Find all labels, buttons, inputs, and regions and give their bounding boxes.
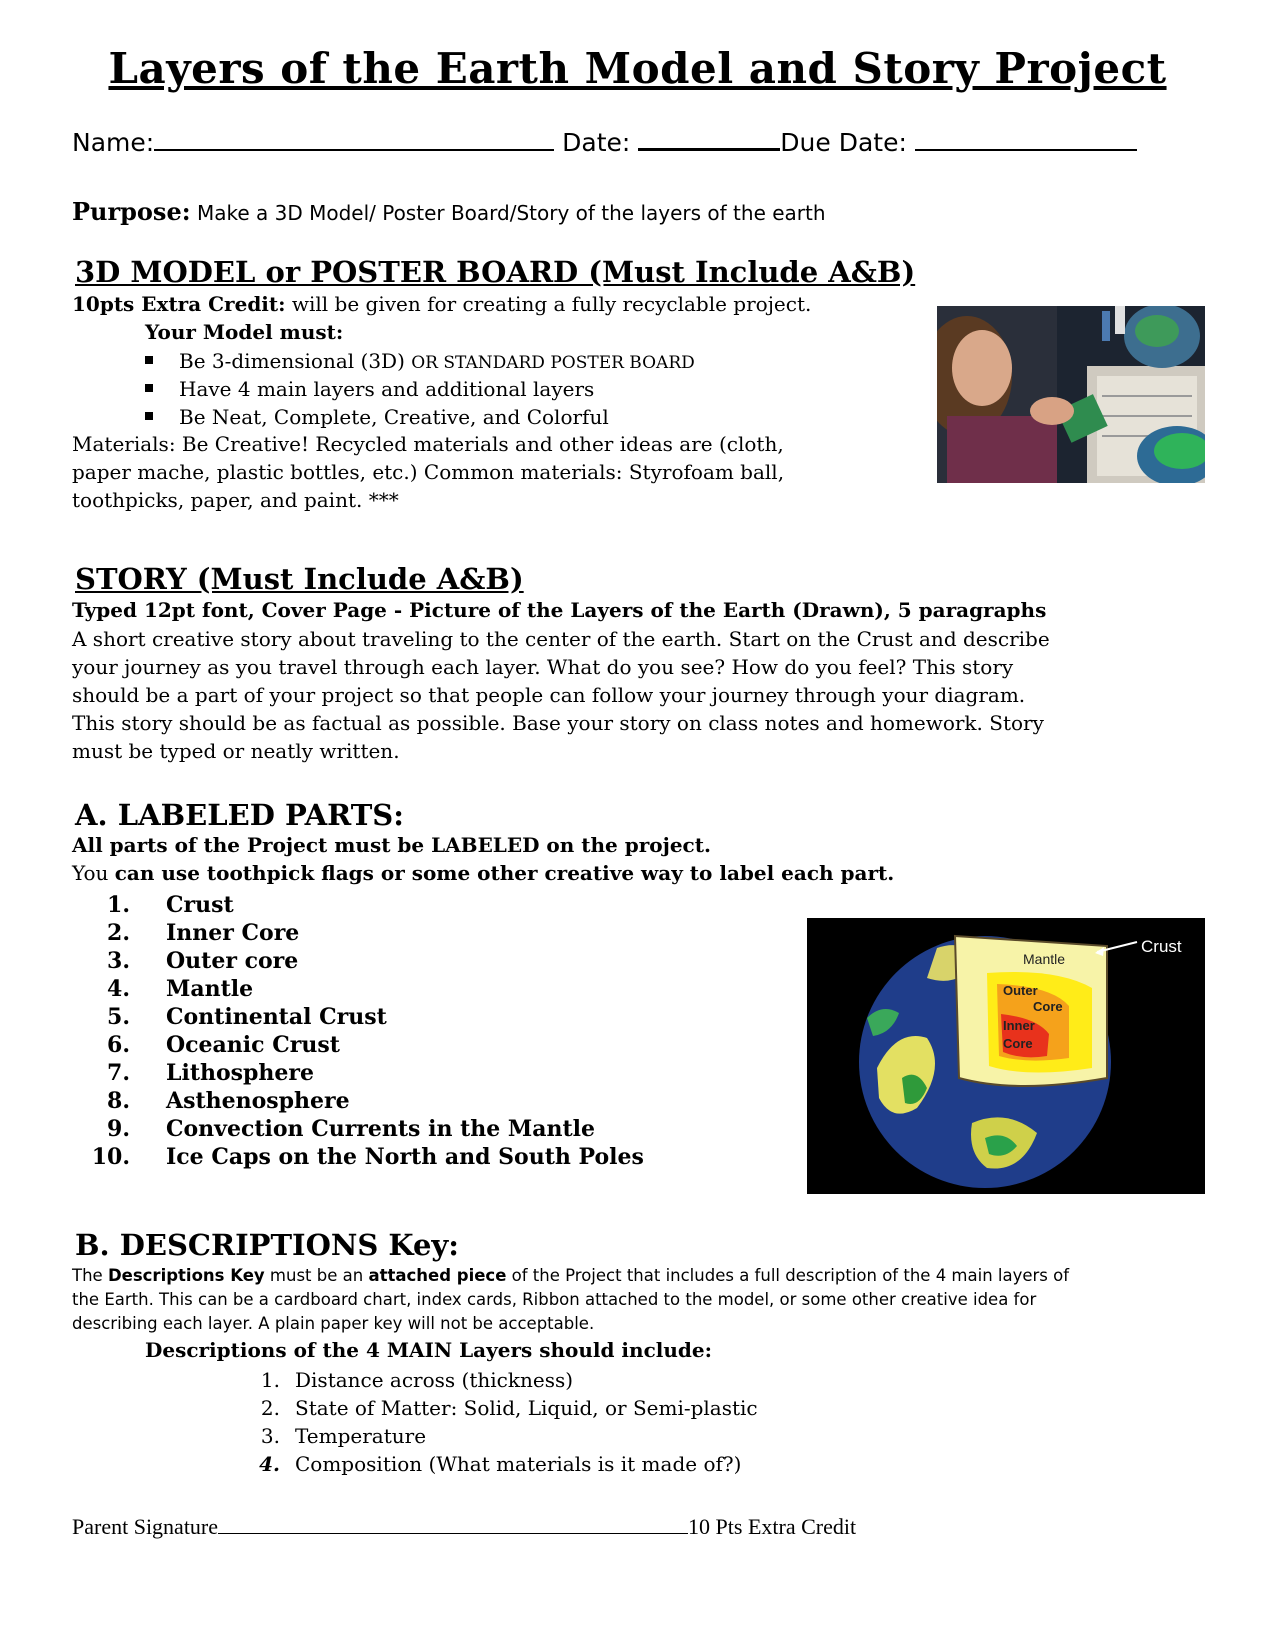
header-line [72, 128, 1137, 157]
labeled-text: You [72, 861, 115, 885]
list-number: 4. [107, 976, 130, 1002]
story-text-line: A short creative story about traveling to the center of the earth. Start on the Crust and describe [72, 627, 1050, 651]
list-number: 1. [260, 1368, 280, 1392]
desc-text: The [72, 1266, 108, 1285]
model-heading: 3D MODEL or POSTER BOARD (Must Include A&B) [75, 255, 916, 289]
diagram-label-crust: Crust [1141, 937, 1182, 956]
story-subheading: Typed 12pt font, Cover Page - Picture of the Layers of the Earth (Drawn), 5 paragraphs [72, 598, 1047, 622]
extra-credit-text: will be given for creating a fully recyclable project. [291, 292, 812, 316]
diagram-label-outer-core: Core [1033, 999, 1063, 1014]
name-field[interactable] [154, 148, 554, 151]
diagram-label-outer: Outer [1003, 983, 1038, 998]
story-text-line: should be a part of your project so that people can follow your journey through your diagram. [72, 683, 1026, 707]
descriptions-heading: B. DESCRIPTIONS Key: [75, 1228, 459, 1262]
signature-label: Parent Signature [72, 1514, 219, 1539]
signature-extra-credit: 10 Pts Extra Credit [688, 1514, 857, 1539]
list-number: 7. [107, 1060, 130, 1086]
list-label: Continental Crust [166, 1004, 387, 1030]
model-bullet [145, 349, 695, 373]
labeled-parts-line: All parts of the Project must be LABELED on the project. [72, 833, 711, 857]
extra-credit-label: 10pts Extra Credit: [72, 292, 286, 316]
story-text-line: your journey as you travel through each layer. What do you see? How do you feel? This story [72, 655, 1014, 679]
list-number: 10. [91, 1144, 130, 1170]
story-text-line: This story should be as factual as possible. Base your story on class notes and homework. Story [72, 711, 1044, 735]
student-model-photo [937, 306, 1205, 483]
diagram-label-inner: Inner [1003, 1018, 1035, 1033]
descriptions-paragraph-line [72, 1266, 1069, 1285]
list-number: 3. [107, 948, 130, 974]
signature-line [72, 1514, 856, 1540]
list-number: 1. [107, 892, 130, 918]
date-field[interactable] [638, 147, 780, 151]
materials-line: paper mache, plastic bottles, etc.) Common materials: Styrofoam ball, [72, 460, 785, 484]
materials-line: Materials: Be Creative! Recycled materials and other ideas are (cloth, [72, 432, 784, 456]
desc-text: of the Project that includes a full description of the 4 main layers of [506, 1266, 1070, 1285]
list-number: 6. [107, 1032, 130, 1058]
bullet-text: Be 3-dimensional (3D) [179, 349, 412, 373]
signature-field[interactable] [218, 1532, 688, 1534]
bullet-text: Be Neat, Complete, Creative, and Colorful [179, 405, 609, 429]
list-number: 8. [107, 1088, 130, 1114]
story-heading: STORY (Must Include A&B) [75, 562, 524, 596]
due-date-field[interactable] [915, 148, 1137, 151]
desc-text: must be an [264, 1266, 369, 1285]
list-number: 2. [260, 1396, 280, 1420]
descriptions-paragraph-line: the Earth. This can be a cardboard chart, index cards, Ribbon attached to the model, or some other creative idea for [72, 1290, 1037, 1309]
earth-layers-diagram [807, 918, 1205, 1194]
bullet-square-icon [145, 356, 153, 364]
desc-text-bold: Descriptions Key [107, 1266, 265, 1285]
list-label: Inner Core [166, 920, 300, 946]
list-number: 4. [259, 1452, 280, 1476]
list-number: 9. [107, 1116, 130, 1142]
purpose-text: Make a 3D Model/ Poster Board/Story of the layers of the earth [196, 201, 826, 225]
desc-text-bold: attached piece [368, 1266, 507, 1285]
list-number: 3. [260, 1424, 280, 1448]
list-label: Crust [166, 892, 234, 918]
date-label: Date: [562, 128, 631, 157]
list-number: 5. [107, 1004, 130, 1030]
bullet-text: Have 4 main layers and additional layers [179, 377, 595, 401]
bullet-square-icon [145, 412, 153, 420]
bullet-small-text: OR STANDARD POSTER BOARD [411, 353, 695, 373]
name-label: Name: [72, 128, 155, 157]
list-label: Temperature [295, 1424, 427, 1448]
list-label: Mantle [166, 976, 254, 1002]
model-must-label: Your Model must: [145, 320, 344, 344]
bullet-square-icon [145, 384, 153, 392]
materials-line: toothpicks, paper, and paint. *** [72, 488, 399, 512]
descriptions-include-label: Descriptions of the 4 MAIN Layers should include: [145, 1338, 712, 1362]
list-label: Lithosphere [166, 1060, 315, 1086]
labeled-text-bold: can use toothpick flags or some other creative way to label each part. [114, 861, 895, 885]
purpose-line [72, 197, 826, 226]
model-bullet [145, 377, 594, 401]
list-label: Ice Caps on the North and South Poles [166, 1144, 644, 1170]
list-label: Distance across (thickness) [295, 1368, 574, 1392]
model-bullet [145, 405, 609, 429]
diagram-label-mantle: Mantle [1023, 951, 1066, 967]
labeled-parts-heading: A. LABELED PARTS: [75, 798, 404, 832]
page-title: Layers of the Earth Model and Story Project [108, 44, 1167, 93]
purpose-label: Purpose: [72, 197, 191, 226]
due-date-label: Due Date: [780, 128, 907, 157]
list-label: Outer core [166, 948, 299, 974]
list-number: 2. [107, 920, 130, 946]
list-label: Asthenosphere [166, 1088, 350, 1114]
story-text-line: must be typed or neatly written. [72, 739, 400, 763]
list-label: Convection Currents in the Mantle [166, 1116, 596, 1142]
list-label: Oceanic Crust [166, 1032, 340, 1058]
diagram-label-inner-core: Core [1003, 1036, 1033, 1051]
list-label: Composition (What materials is it made of?) [295, 1452, 742, 1476]
descriptions-paragraph-line: describing each layer. A plain paper key will not be acceptable. [72, 1314, 595, 1333]
list-label: State of Matter: Solid, Liquid, or Semi-plastic [295, 1396, 758, 1420]
labeled-parts-line [72, 861, 894, 885]
extra-credit-line [72, 292, 811, 316]
